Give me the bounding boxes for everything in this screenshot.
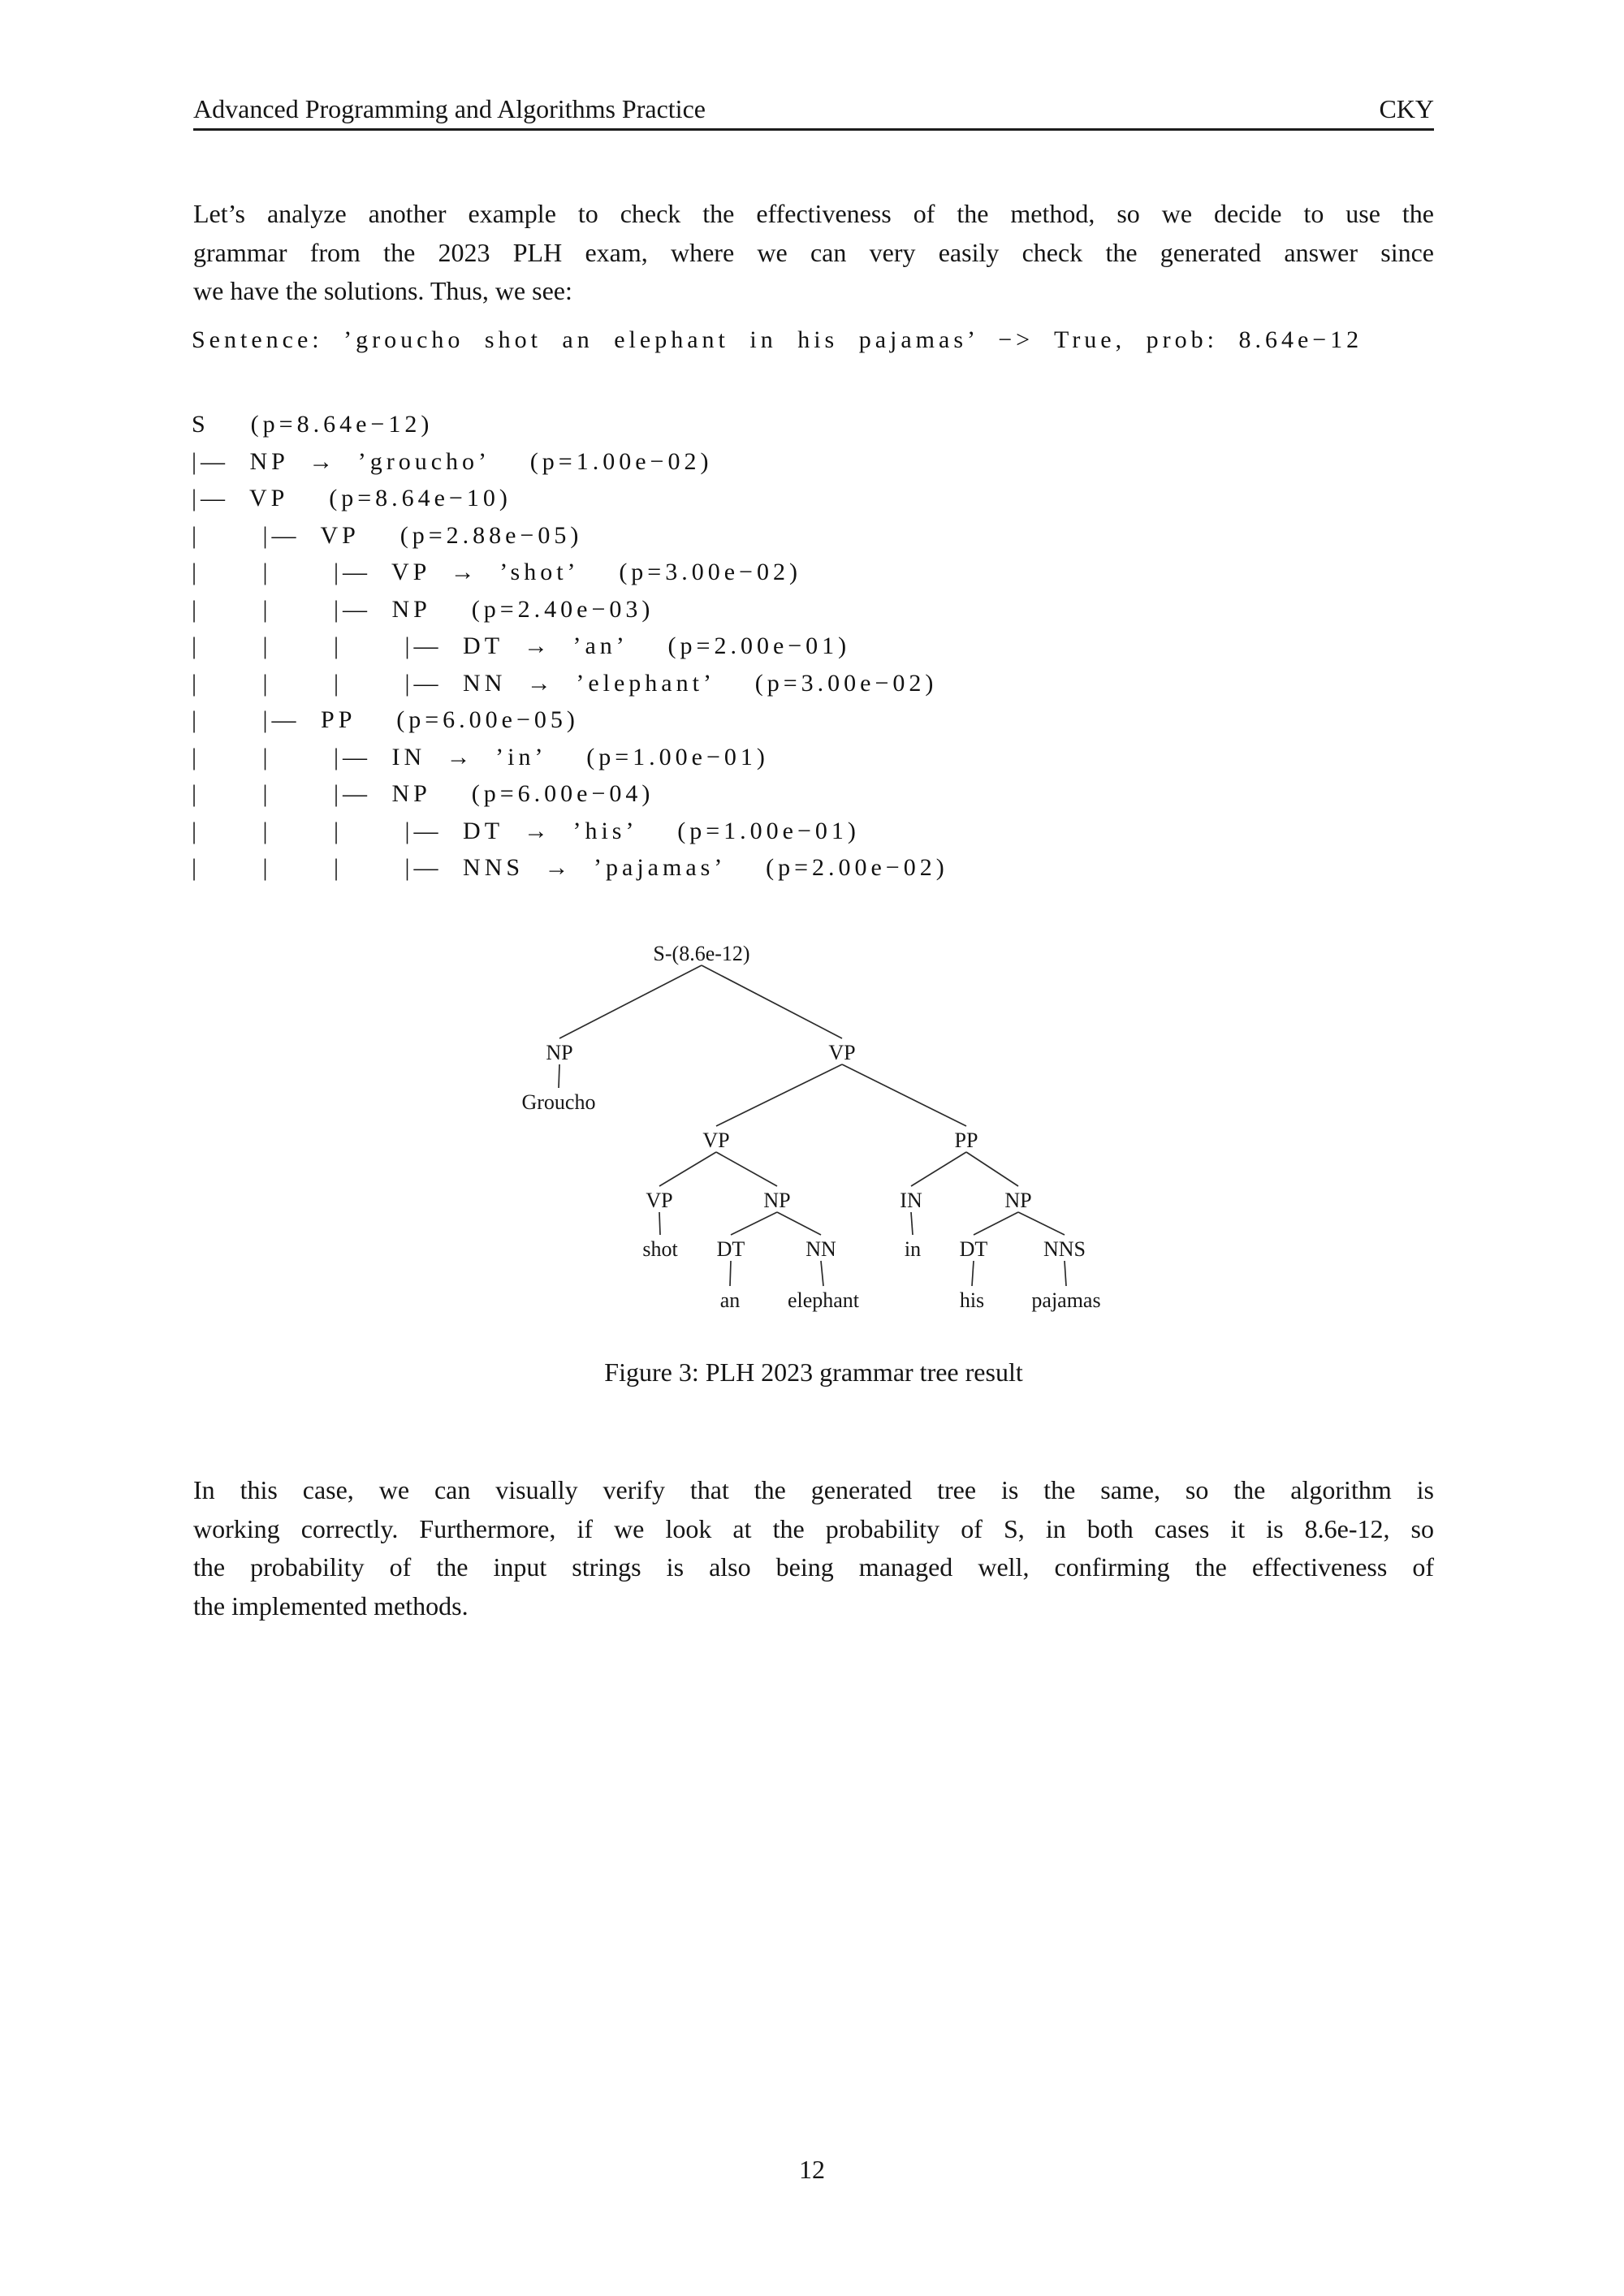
tree-node-np1: NP <box>546 1041 573 1064</box>
tree-edge-np2-dt1 <box>731 1212 777 1235</box>
header-section-label: CKY <box>1379 94 1434 123</box>
figure-caption: Figure 3: PLH 2023 grammar tree result <box>604 1357 1023 1387</box>
sentence-output-line: Sentence: ’groucho shot an elephant in his pajamas’ −> True, prob: 8.64e−12 <box>192 326 1363 353</box>
text-line: In this case, we can visually verify that the generated tree is the same, so the algorithm is <box>193 1475 1434 1504</box>
text-line: | | | |— NNS → ’pajamas’ (p=2.00e−02) <box>192 854 948 881</box>
text-line: | | |— NP (p=6.00e−04) <box>192 780 654 807</box>
tree-node-in_: IN <box>900 1189 922 1212</box>
tree-node-pajamas: pajamas <box>1031 1288 1101 1312</box>
tree-node-pp: PP <box>954 1129 978 1152</box>
tree-edge-vp1-pp <box>842 1064 966 1126</box>
text-line: | | | |— NN → ’elephant’ (p=3.00e−02) <box>192 669 938 697</box>
tree-edge-pp-in_ <box>911 1152 966 1186</box>
header-rule <box>193 128 1434 131</box>
parse-tree-diagram <box>487 926 1137 1331</box>
text-line: the implemented methods. <box>193 1590 469 1621</box>
text-line: we have the solutions. Thus, we see: <box>193 276 572 305</box>
tree-edge-np3-dt2 <box>974 1212 1018 1235</box>
tree-edge-vp3-shot <box>659 1212 660 1235</box>
tree-edge-in_-in_word <box>911 1212 913 1235</box>
text-line: working correctly. Furthermore, if we look at the probability of S, in both cases it is 8.6e-12, so <box>193 1513 1434 1543</box>
text-line: | | | |— DT → ’an’ (p=2.00e−01) <box>192 632 851 659</box>
text-line: | |— VP (p=2.88e−05) <box>192 521 583 549</box>
text-line: | | |— NP (p=2.40e−03) <box>192 595 654 623</box>
page-header <box>193 94 1434 124</box>
tree-edge-nn-elephant <box>821 1261 823 1286</box>
tree-node-nn: NN <box>806 1237 836 1261</box>
tree-node-dt1: DT <box>716 1237 745 1261</box>
tree-node-s: S-(8.6e-12) <box>653 942 750 965</box>
text-line: | | |— VP → ’shot’ (p=3.00e−02) <box>192 559 801 585</box>
text-line: | | |— IN → ’in’ (p=1.00e−01) <box>192 743 769 770</box>
tree-node-his: his <box>959 1288 985 1312</box>
tree-node-an: an <box>719 1288 741 1312</box>
page-number: 12 <box>799 2155 825 2184</box>
tree-node-vp3: VP <box>646 1189 673 1212</box>
text-line: | | | |— DT → ’his’ (p=1.00e−01) <box>192 817 860 844</box>
tree-edge-vp2-vp3 <box>659 1152 716 1186</box>
tree-node-elephant: elephant <box>787 1288 860 1312</box>
conclusion-paragraph <box>193 1471 1434 1625</box>
tree-edge-s-vp1 <box>702 965 842 1038</box>
tree-edge-s-np1 <box>559 965 702 1038</box>
text-line: | |— PP (p=6.00e−05) <box>192 706 579 733</box>
tree-node-vp2: VP <box>702 1129 730 1152</box>
tree-edge-pp-np3 <box>966 1152 1018 1186</box>
text-line: |— VP (p=8.64e−10) <box>192 485 512 511</box>
tree-edge-dt1-an <box>730 1261 731 1286</box>
text-line: |— NP → ’groucho’ (p=1.00e−02) <box>192 447 713 475</box>
tree-edge-np3-nns <box>1018 1212 1065 1235</box>
header-title: Advanced Programming and Algorithms Practice <box>193 94 706 123</box>
tree-node-shot: shot <box>642 1237 678 1261</box>
tree-edge-np2-nn <box>777 1212 821 1235</box>
text-line: grammar from the 2023 PLH exam, where we can very easily check the generated answer since <box>193 237 1434 267</box>
tree-node-np3: NP <box>1004 1189 1032 1212</box>
tree-node-vp1: VP <box>828 1041 856 1064</box>
tree-edge-nns-pajamas <box>1065 1261 1066 1286</box>
tree-edge-vp1-vp2 <box>716 1064 842 1126</box>
tree-node-nns: NNS <box>1043 1237 1086 1261</box>
tree-node-in_word: in <box>904 1237 922 1261</box>
tree-edge-dt2-his <box>972 1261 974 1286</box>
tree-edge-vp2-np2 <box>716 1152 777 1186</box>
text-line: the probability of the input strings is also being managed well, confirming the effectiveness of <box>193 1552 1434 1582</box>
intro-paragraph <box>193 195 1434 311</box>
text-line: S (p=8.64e−12) <box>192 411 434 438</box>
tree-node-np2: NP <box>763 1189 791 1212</box>
text-line: Let’s analyze another example to check the effectiveness of the method, so we decide to use the <box>193 199 1434 228</box>
parse-tree-text-block <box>192 406 948 887</box>
tree-node-dt2: DT <box>959 1237 988 1261</box>
tree-node-groucho: Groucho <box>521 1090 596 1114</box>
